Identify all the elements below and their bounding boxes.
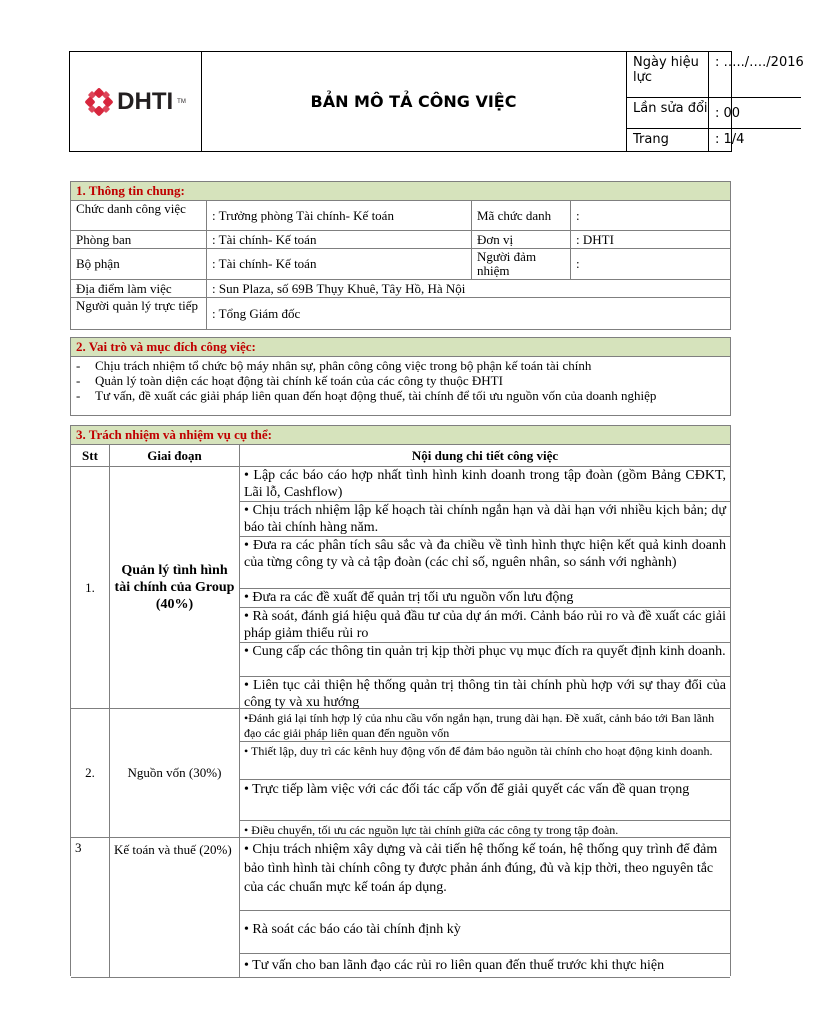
phase-cell: Kế toán và thuế (20%) [110, 838, 240, 978]
stt-cell: 1. [71, 467, 110, 709]
general-info-grid [71, 201, 730, 331]
meta-effective-date [626, 52, 804, 98]
value-unit: : DHTI [571, 231, 730, 249]
task-item: • Tư vấn cho ban lãnh đạo các rủi ro liên quan đến thuế trước khi thực hiện [240, 954, 730, 978]
value-department: : Tài chính- Kế toán [207, 231, 472, 249]
section-heading: 3. Trách nhiệm và nhiệm vụ cụ thể: [71, 426, 730, 445]
meta-page [626, 129, 801, 151]
document-meta [626, 52, 804, 151]
value-job-title: : Trưởng phòng Tài chính- Kế toán [207, 201, 472, 231]
meta-label: Trang [633, 132, 669, 147]
col-header-phase: Giai đoạn [110, 445, 240, 467]
task-item: • Lập các báo cáo hợp nhất tình hình kinh doanh trong tập đoàn (gồm Bảng CĐKT, Lãi lỗ, Cashflow) [240, 467, 730, 502]
task-item: • Trực tiếp làm việc với các đối tác cấp vốn để giải quyết các vấn đề quan trọng [240, 780, 730, 821]
logo-text: DHTI [117, 87, 174, 115]
col-header-stt: Stt [71, 445, 110, 467]
task-item: •Đánh giá lại tính hợp lý của nhu cầu vốn ngắn hạn, trung dài hạn. Đề xuất, cảnh báo tới Ban lãnh đạo các giải pháp liên quan đến nguồn vốn [240, 709, 730, 742]
list-item: - Tư vấn, đề xuất các giải pháp liên quan đến hoạt động thuế, tài chính để tối ưu nguồn vốn của doanh nghiệp [76, 388, 657, 403]
responsibilities-table [71, 445, 730, 978]
document-header [69, 51, 804, 152]
value-job-code: : [571, 201, 730, 231]
label-direct-manager: Người quản lý trực tiếp [71, 298, 207, 330]
phase-cell: Quản lý tình hình tài chính của Group (40%) [110, 467, 240, 709]
logo-tm: TM [177, 98, 186, 105]
task-item: • Thiết lập, duy trì các kênh huy động vốn để đảm bảo nguồn tài chính cho hoạt động kinh doanh. [240, 742, 730, 780]
task-item: • Chịu trách nhiệm xây dựng và cải tiến hệ thống kế toán, hệ thống quy trình để đảm bảo tình hình tài chính công ty được phản ánh đúng, đủ và kịp thời, theo nguyên tắc của các chuẩn mực kế toán áp dụng. [240, 838, 730, 911]
company-logo [85, 88, 186, 116]
meta-value: : 00 [715, 106, 741, 121]
logo-cell [70, 52, 202, 151]
meta-label: Ngày hiệu lực [633, 55, 699, 85]
meta-value: : 1/4 [715, 132, 745, 147]
section-role-purpose [70, 337, 731, 416]
label-job-title: Chức danh công việc [71, 201, 207, 231]
task-item: • Đưa ra các đề xuất để quản trị tối ưu nguồn vốn lưu động [240, 589, 730, 608]
meta-revision [626, 98, 801, 129]
dhti-logo-icon [85, 88, 113, 116]
label-unit: Đơn vị [472, 231, 571, 249]
role-list [71, 357, 730, 404]
document-title: BẢN MÔ TẢ CÔNG VIỆC [201, 52, 627, 151]
stt-cell: 3 [71, 838, 110, 978]
label-location: Địa điểm làm việc [71, 280, 207, 298]
value-incumbent: : [571, 249, 730, 280]
meta-value: : …../…./2016 [715, 55, 804, 70]
task-item: • Rà soát, đánh giá hiệu quả đầu tư của dự án mới. Cảnh báo rủi ro và đề xuất các giải pháp giảm thiểu rủi ro [240, 608, 730, 643]
stt-cell: 2. [71, 709, 110, 838]
value-division: : Tài chính- Kế toán [207, 249, 472, 280]
task-item: • Liên tục cải thiện hệ thống quản trị thông tin tài chính phù hợp với sự thay đổi của công ty và xu hướng [240, 677, 730, 709]
section-heading: 1. Thông tin chung: [71, 182, 730, 201]
value-location: : Sun Plaza, số 69B Thụy Khuê, Tây Hồ, Hà Nội [207, 280, 730, 298]
task-item: • Chịu trách nhiệm lập kế hoạch tài chính ngắn hạn và dài hạn với nhiều kịch bản; dự báo tài chính hàng năm. [240, 502, 730, 537]
task-item: • Rà soát các báo cáo tài chính định kỳ [240, 911, 730, 954]
label-division: Bộ phận [71, 249, 207, 280]
task-item: • Điều chuyển, tối ưu các nguồn lực tài chính giữa các công ty trong tập đoàn. [240, 821, 730, 838]
meta-label: Lần sửa đổi [633, 101, 708, 116]
section-responsibilities [70, 425, 731, 976]
phase-cell: Nguồn vốn (30%) [110, 709, 240, 838]
value-direct-manager: : Tổng Giám đốc [212, 306, 301, 321]
list-item: - Chịu trách nhiệm tổ chức bộ máy nhân sự, phân công công việc trong bộ phận kế toán tài chính [76, 358, 592, 373]
section-general-info [70, 181, 731, 330]
task-item: • Đưa ra các phân tích sâu sắc và đa chiều về tình hình thực hiện kết quả kinh doanh của từng công ty và cả tập đoàn (các chỉ số, nguên nhân, so sánh với nghành) [240, 537, 730, 589]
section-heading: 2. Vai trò và mục đích công việc: [71, 338, 730, 357]
label-incumbent: Người đảm nhiệm [472, 249, 571, 280]
label-job-code: Mã chức danh [472, 201, 571, 231]
label-department: Phòng ban [71, 231, 207, 249]
col-header-detail: Nội dung chi tiết công việc [240, 445, 730, 467]
list-item: - Quản lý toàn diện các hoạt động tài chính kế toán của các công ty thuộc ĐHTI [76, 373, 503, 388]
task-item: • Cung cấp các thông tin quản trị kịp thời phục vụ mục đích ra quyết định kinh doanh. [240, 643, 730, 677]
